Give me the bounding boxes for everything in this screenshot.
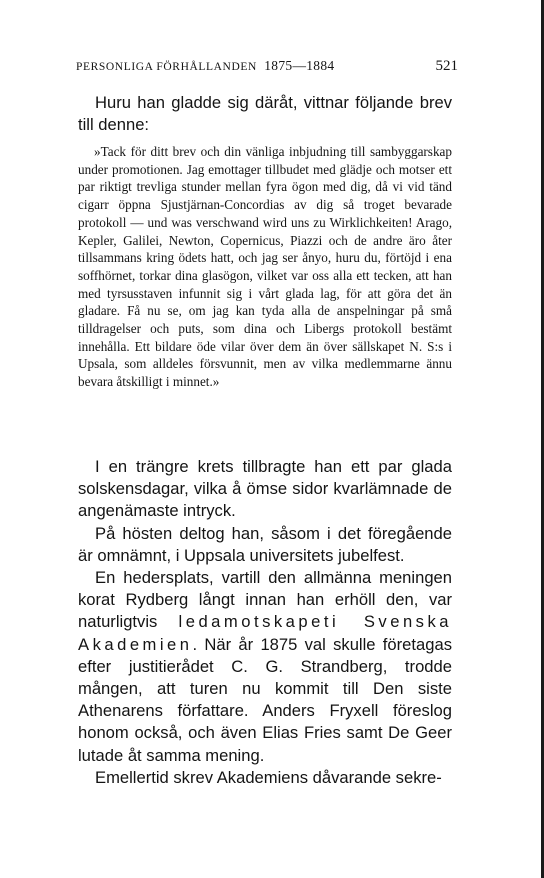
running-title-years: 1875—1884 <box>264 58 335 73</box>
page-number: 521 <box>435 58 458 74</box>
paragraph-1: I en trängre krets tillbragte han ett par glada solskensdagar, vilka å ömse sidor kvarlämnade de angenämaste intryck. <box>78 457 452 521</box>
paragraph-3-end: . När år 1875 val skulle företagas efter justitierådet C. G. Strandberg, trodde mången, att turen nu kommit till Den siste Athenarens författare. Anders Fryxell föreslog honom också, och även Elias Fries samt De Geer lutade åt samma mening. <box>78 634 452 765</box>
running-title-text: PERSONLIGA FÖRHÅLLANDEN <box>76 61 257 73</box>
letter-text: »Tack för ditt brev och din vänliga inbjudning till sambyggarskap under promotionen. Jag emottager tillbudet med glädje och motser ett par riktigt trevliga stunder mellan fyra ögon med dig, då vi vid tänd cigarr öppna Sjustjärnan-Concordias av dig så troget bevarade protokoll — und was verschwand wird uns zu Wirklichkeiten! Arago, Kepler, Galilei, Newton, Copernicus, Piazzi och de andre äro åter tillsammans kring ödets hatt, och jag ser ånyo, huru du, förtöjd i ena soffhörnet, torkar dina glasögon, vilket var oss alla ett tecken, att han med tyrsusstaven infunnit sig i vårt glada lag, för att göra det än gladare. Få nu se, om jag kan tyda alla de anspelningar på små tilldragelser och puts, som dina och Libergs protokoll bestämt innehålla. Ett bildare öde vilar över dem än över sällskapet N. S:s i Upsala, som alldeles försvunnit, men av vilka medlemmarne ännu bevara åtskilligt i minnet.» <box>78 144 452 390</box>
running-header <box>76 58 458 75</box>
letter-quote <box>78 143 452 391</box>
paragraph-3-start: En hedersplats, vartill den allmänna meningen korat Rydberg långt innan han erhöll den, var naturligtvis <box>78 568 452 632</box>
running-title <box>76 58 334 74</box>
paragraph-2: På hösten deltog han, såsom i det föregående är omnämnt, i Uppsala universitets jubelfest. <box>78 523 452 565</box>
paragraph-3-emphasis: ledamotskapeti Svenska Akademien <box>78 612 452 654</box>
main-text <box>78 456 452 789</box>
intro-paragraph: Huru han gladde sig däråt, vittnar följande brev till denne: <box>78 93 452 135</box>
paragraph-4: Emellertid skrev Akademiens dåvarande sekre- <box>95 767 442 787</box>
intro-paragraph-block <box>78 92 452 136</box>
paragraph-3 <box>78 567 452 767</box>
